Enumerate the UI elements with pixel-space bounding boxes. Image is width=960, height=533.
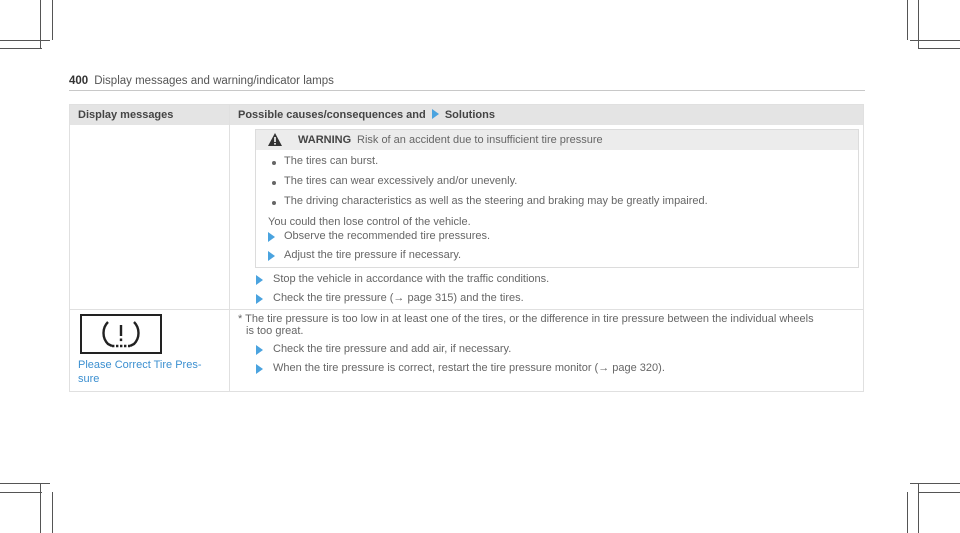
arrow-right-icon [268,232,275,242]
cause-text: is too great. [246,325,304,337]
column-header-causes-text: Possible causes/consequences and [238,109,426,121]
crop-mark [0,492,42,493]
table-header [70,105,863,125]
crop-mark [40,484,41,533]
arrow-right-icon [432,109,439,119]
crop-mark [918,484,919,533]
display-messages-table [69,104,864,392]
header-rule [69,90,865,91]
crop-mark [918,492,960,493]
crop-mark [910,40,960,41]
display-message-text: Please Correct Tire Pres- [78,359,202,371]
crop-mark [0,48,42,49]
arrow-right-icon [256,345,263,355]
warning-note: You could then lose control of the vehicle. [268,216,471,228]
crop-mark [907,492,908,533]
crop-mark [0,40,50,41]
crop-mark [918,48,960,49]
row-divider [70,309,863,310]
warning-bullet: The tires can burst. [284,155,379,167]
warning-step: Adjust the tire pressure if necessary. [284,249,462,261]
warning-box [255,129,859,268]
cause-text: * The tire pressure is too low in at least one of the tires, or the difference in tire pressure between the individual wheels [238,313,814,325]
column-divider [229,105,230,391]
tire-pressure-warning-icon [82,316,160,352]
bullet-icon [272,161,276,165]
solution-step: Stop the vehicle in accordance with the traffic conditions. [273,273,550,285]
solution-step: Check the tire pressure and add air, if necessary. [273,343,512,355]
warning-bullet: The tires can wear excessively and/or unevenly. [284,175,518,187]
arrow-right-icon [256,275,263,285]
crop-mark [52,492,53,533]
page-number: 400 [69,75,89,87]
solution-step: When the tire pressure is correct, restart the tire pressure monitor (→ page 320). [273,362,665,374]
arrow-right-icon [268,251,275,261]
page-header [69,75,334,87]
warning-triangle-icon [268,133,282,146]
page-title: Display messages and warning/indicator lamps [94,75,334,87]
warning-text: Risk of an accident due to insufficient tire pressure [357,134,603,146]
column-header-solutions-text: Solutions [444,109,495,121]
warning-bullet: The driving characteristics as well as the steering and braking may be greatly impaired. [284,195,708,207]
warning-step: Observe the recommended tire pressures. [284,230,491,242]
display-icon-frame [80,314,162,354]
column-header-messages: Display messages [78,109,174,121]
crop-mark [907,0,908,40]
arrow-right-icon [256,364,263,374]
bullet-icon [272,181,276,185]
solution-step: Check the tire pressure (→ page 315) and the tires. [273,292,524,304]
display-message-text: sure [78,373,100,385]
arrow-right-icon [256,294,263,304]
crop-mark [0,483,50,484]
crop-mark [52,0,53,40]
warning-label: WARNING [298,134,352,146]
column-header-causes [238,109,495,121]
bullet-icon [272,201,276,205]
warning-header [256,130,858,150]
